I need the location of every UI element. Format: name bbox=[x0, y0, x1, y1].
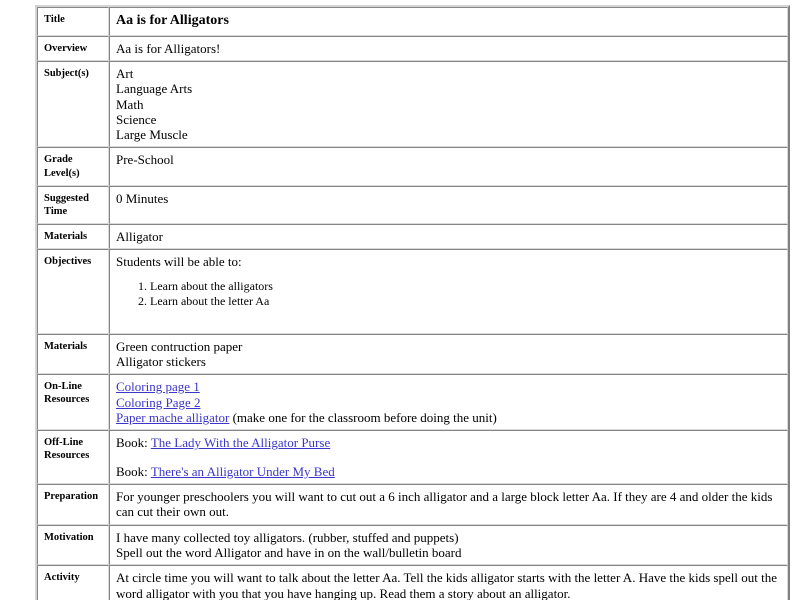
table-row bbox=[37, 147, 788, 185]
text-line: Large Muscle bbox=[116, 127, 188, 143]
text-line: Spell out the word Alligator and have in on the wall/bulletin board bbox=[116, 544, 462, 560]
table-row bbox=[37, 186, 788, 224]
text-line: Art bbox=[116, 65, 134, 81]
row-content-materials bbox=[109, 224, 788, 249]
row-content-activity bbox=[109, 565, 788, 600]
table-row bbox=[37, 484, 788, 525]
table-row bbox=[37, 36, 788, 61]
lesson-plan-table bbox=[35, 5, 790, 600]
resource-prefix: Book: bbox=[116, 435, 151, 451]
text-block bbox=[116, 66, 781, 143]
table-row bbox=[37, 7, 788, 36]
offline-resource-link[interactable]: The Lady With the Alligator Purse bbox=[150, 435, 331, 451]
text-line: Math bbox=[116, 96, 144, 112]
row-label-on-line-resources: On-Line Resources bbox=[37, 374, 109, 430]
row-label-off-line-resources: Off-Line Resources bbox=[37, 430, 109, 484]
text-line: Aa is for Alligators! bbox=[116, 40, 221, 56]
text-line: Green contruction paper bbox=[116, 338, 243, 354]
online-resource-link[interactable]: Paper mache alligator bbox=[116, 409, 230, 425]
text-line: Science bbox=[116, 111, 157, 127]
text-line: I have many collected toy alligators. (rubber, stuffed and puppets) bbox=[116, 529, 459, 545]
objectives-intro: Students will be able to: bbox=[116, 254, 242, 270]
resource-line bbox=[116, 410, 781, 425]
text-line: Aa is for Alligators bbox=[116, 13, 229, 28]
text-line: At circle time you will want to talk about the letter Aa. Tell the kids alligator starts with the letter A. Have the kids spell out the word alligator with you that you have hanging up. Read them a story about an alligator. bbox=[116, 570, 781, 600]
text-block bbox=[116, 13, 781, 30]
list-item: 1. Learn about the alligators bbox=[150, 279, 781, 294]
text-line: Pre-School bbox=[116, 152, 174, 168]
table-row bbox=[37, 525, 788, 566]
online-resource-link[interactable]: Coloring page 1 bbox=[116, 379, 200, 395]
row-label-title: Title bbox=[37, 7, 109, 36]
offline-resource-link[interactable]: There's an Alligator Under My Bed bbox=[150, 463, 335, 479]
table-row bbox=[37, 61, 788, 148]
row-content-off-line-resources bbox=[109, 430, 788, 484]
text-block bbox=[116, 152, 781, 167]
row-content-on-line-resources bbox=[109, 374, 788, 430]
resource-line bbox=[116, 379, 781, 394]
row-label-objectives: Objectives bbox=[37, 249, 109, 333]
row-label-materials: Materials bbox=[37, 334, 109, 375]
table-row bbox=[37, 430, 788, 484]
text-block bbox=[116, 339, 781, 370]
row-content-subject-s bbox=[109, 61, 788, 148]
text-line: Alligator stickers bbox=[116, 353, 206, 369]
objectives-list bbox=[116, 279, 781, 309]
text-block bbox=[116, 229, 781, 244]
row-content-objectives bbox=[109, 249, 788, 333]
resource-note: (make one for the classroom before doing the unit) bbox=[229, 409, 497, 425]
row-content-materials bbox=[109, 334, 788, 375]
table-row bbox=[37, 565, 788, 600]
resource-line bbox=[116, 435, 781, 450]
row-content-motivation bbox=[109, 525, 788, 566]
table-row bbox=[37, 334, 788, 375]
table-row bbox=[37, 224, 788, 249]
text-block bbox=[116, 530, 781, 561]
row-label-overview: Overview bbox=[37, 36, 109, 61]
text-block bbox=[116, 191, 781, 206]
row-content-grade-level-s bbox=[109, 147, 788, 185]
text-block bbox=[116, 570, 781, 600]
resource-prefix: Book: bbox=[116, 463, 151, 479]
row-label-activity: Activity bbox=[37, 565, 109, 600]
row-label-materials: Materials bbox=[37, 224, 109, 249]
text-block bbox=[116, 41, 781, 56]
row-content-preparation bbox=[109, 484, 788, 525]
row-label-motivation: Motivation bbox=[37, 525, 109, 566]
text-block bbox=[116, 489, 781, 520]
text-line: Language Arts bbox=[116, 81, 193, 97]
text-line: For younger preschoolers you will want to cut out a 6 inch alligator and a large block letter Aa. If they are 4 and older the kids can cut their own out. bbox=[116, 488, 776, 520]
row-label-suggested-time: Suggested Time bbox=[37, 186, 109, 224]
row-label-subject-s: Subject(s) bbox=[37, 61, 109, 148]
table-row bbox=[37, 249, 788, 333]
list-item: 2. Learn about the letter Aa bbox=[150, 294, 781, 309]
row-label-preparation: Preparation bbox=[37, 484, 109, 525]
resource-line bbox=[116, 464, 781, 479]
text-line: 0 Minutes bbox=[116, 190, 169, 206]
row-label-grade-level-s: Grade Level(s) bbox=[37, 147, 109, 185]
row-content-overview bbox=[109, 36, 788, 61]
text-line: Alligator bbox=[116, 228, 163, 244]
resource-line bbox=[116, 395, 781, 410]
table-row bbox=[37, 374, 788, 430]
row-content-suggested-time bbox=[109, 186, 788, 224]
spacer bbox=[116, 315, 781, 329]
row-content-title bbox=[109, 7, 788, 36]
online-resource-link[interactable]: Coloring Page 2 bbox=[116, 394, 201, 410]
